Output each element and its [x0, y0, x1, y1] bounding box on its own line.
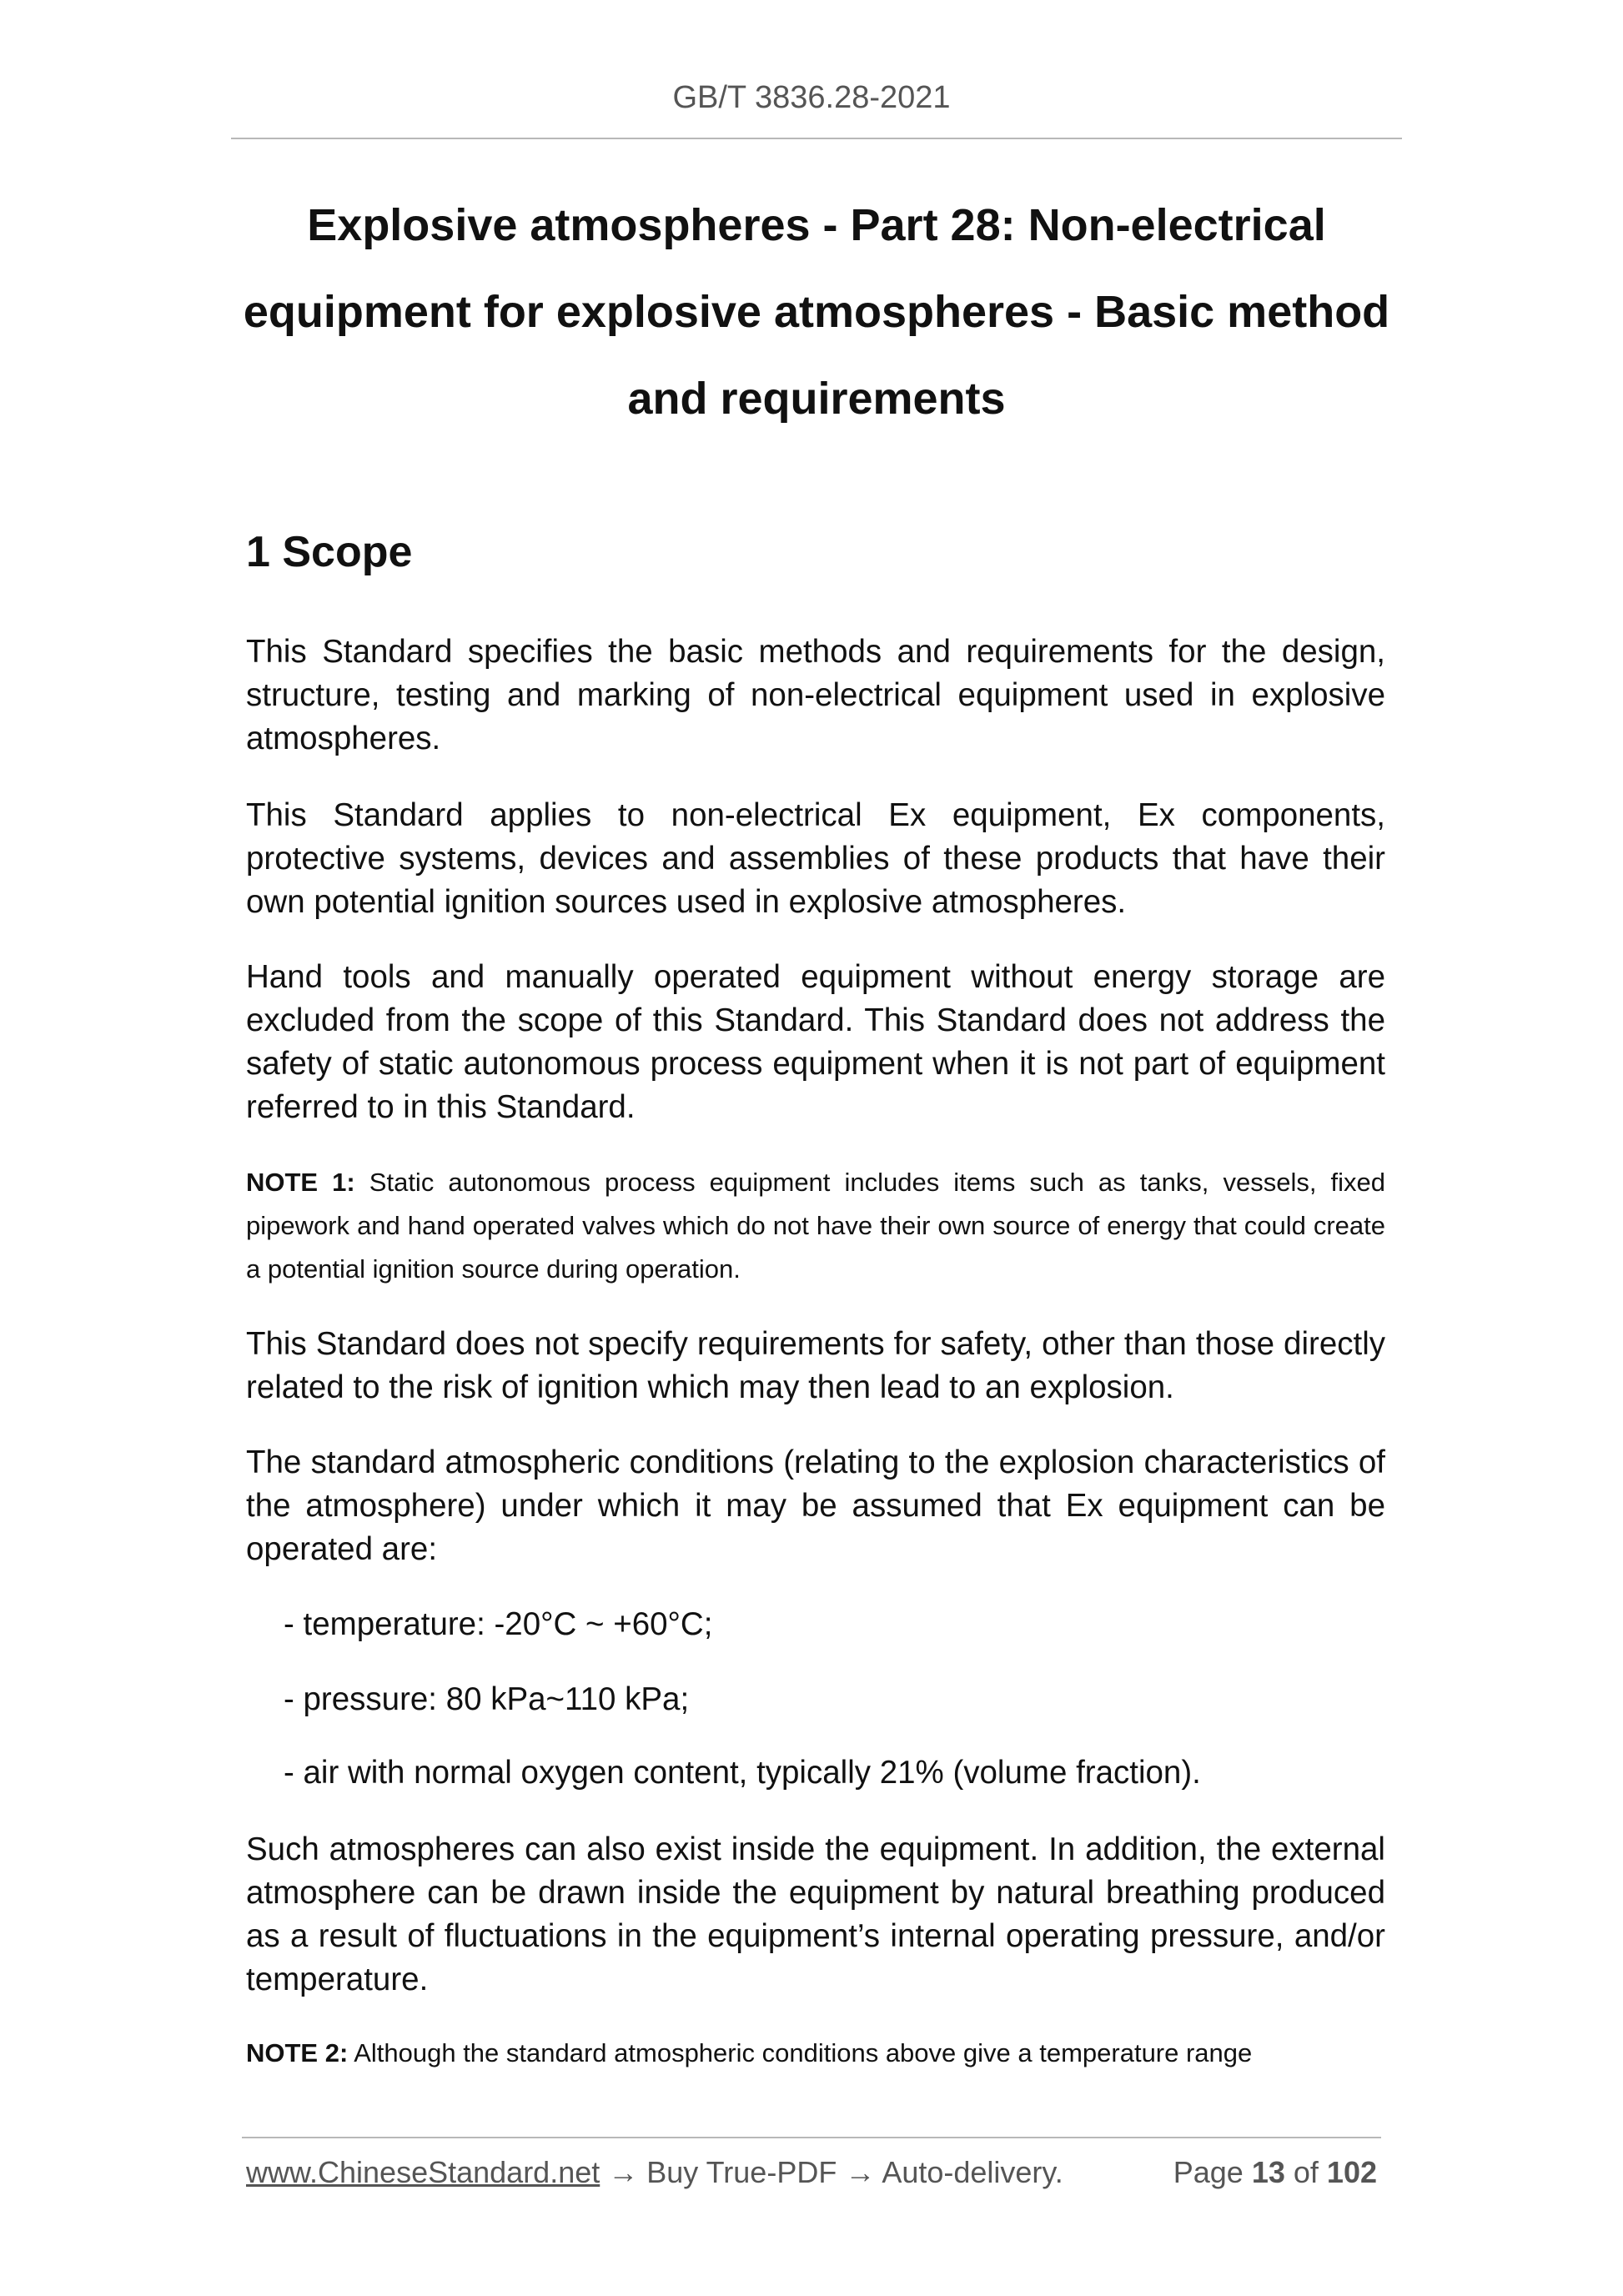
document-code-header: GB/T 3836.28-2021 — [672, 80, 951, 115]
footer-tagline: → Buy True-PDF → Auto-delivery. — [600, 2155, 1063, 2189]
header-divider — [231, 138, 1402, 139]
paragraph-scope-2: This Standard applies to non-electrical Ex equipment, Ex components, protective systems, devices and assemblies of these products that have their own potential ignition sources used in explosive atmospheres. — [246, 797, 1385, 920]
list-item-oxygen: - air with normal oxygen content, typically 21% (volume fraction). — [284, 1755, 1201, 1791]
title-line-2: equipment for explosive atmospheres - Basic method — [243, 287, 1390, 337]
note-2-label: NOTE 2: — [246, 2038, 349, 2067]
note-1-text: Static autonomous process equipment includes items such as tanks, vessels, fixed pipework and hand operated valves which do not have their own source of energy that could create a potential ignition source during operation. — [246, 1168, 1385, 1284]
page-footer — [246, 2155, 1377, 2190]
note-2-text: Although the standard atmospheric conditions above give a temperature range — [348, 2038, 1253, 2067]
paragraph-scope-5: The standard atmospheric conditions (relating to the explosion characteristics of the atmosphere) under which it may be assumed that Ex equipment can be operated are: — [246, 1444, 1385, 1567]
paragraph-scope-3: Hand tools and manually operated equipment without energy storage are excluded from the scope of this Standard. This Standard does not address the safety of static autonomous process equipment when it is not part of equipment referred to in this Standard. — [246, 959, 1385, 1125]
page-indicator — [1173, 2155, 1377, 2190]
page-of-label: of — [1293, 2155, 1319, 2189]
total-pages: 102 — [1326, 2155, 1377, 2189]
footer-divider — [242, 2137, 1381, 2138]
note-1-label: NOTE 1: — [246, 1168, 355, 1197]
title-line-1: Explosive atmospheres - Part 28: Non-electrical — [307, 200, 1326, 250]
document-title — [231, 182, 1402, 442]
paragraph-scope-6: Such atmospheres can also exist inside the equipment. In addition, the external atmosphere can be drawn inside the equipment by natural breathing produced as a result of fluctuations in the equipment’s internal operating pressure, and/or temperature. — [246, 1831, 1385, 1997]
list-item-temperature: - temperature: -20°C ~ +60°C; — [284, 1606, 713, 1642]
title-line-3: and requirements — [627, 374, 1006, 424]
section-heading: 1 Scope — [246, 528, 413, 576]
note-1 — [246, 1161, 1385, 1291]
website-link[interactable]: www.ChineseStandard.net — [246, 2155, 600, 2189]
list-item-pressure: - pressure: 80 kPa~110 kPa; — [284, 1681, 690, 1717]
page-number: 13 — [1251, 2155, 1285, 2189]
paragraph-scope-1: This Standard specifies the basic methods and requirements for the design, structure, testing and marking of non-electrical equipment used in explosive atmospheres. — [246, 634, 1385, 756]
note-2 — [246, 2032, 1385, 2075]
paragraph-scope-4: This Standard does not specify requirements for safety, other than those directly related to the risk of ignition which may then lead to an explosion. — [246, 1326, 1385, 1405]
page-label: Page — [1173, 2155, 1244, 2189]
